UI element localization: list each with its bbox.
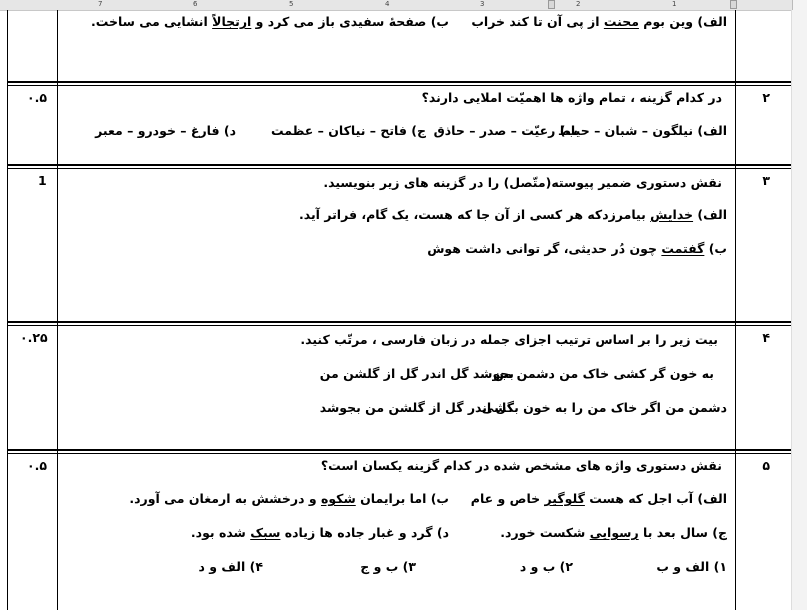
question-line: ب) صفحهٔ سفیدی باز می کرد و ارتجالاً انشایی می ساخت. [90,14,449,29]
question-number: ۲ [762,90,770,105]
ruler-number: 4 [385,0,390,8]
verse-hemistich: گل اندر گل از گلشن من بجوشد [319,400,514,415]
row-divider [7,321,792,323]
vertical-scrollbar[interactable] [791,10,807,610]
ruler-indent-marker[interactable] [548,0,555,9]
ruler-indent-marker[interactable] [730,0,737,9]
option-c: ج) سال بعد با رسوایی شکست خورد. [500,525,727,540]
question-line: الف) وین بوم محنت از پی آن تا کند خراب [471,14,727,29]
row-divider [7,164,792,166]
question-number: ۵ [762,458,770,473]
verse-hemistich: بجوشد گل اندر گل از گلشن من [319,366,514,381]
row-divider [7,168,792,169]
ruler-number: 5 [289,0,294,8]
choice-2: ۲) ب و د [519,559,573,574]
option-b: ب) رعیّت – صدر – حاذق [433,123,578,138]
ruler-number: 7 [98,0,103,8]
option-d: د) فارغ – خودرو – معبر [95,123,236,138]
question-score: ۰.۵ [27,90,48,105]
option-c: ج) فاتح – نیاکان – عظمت [270,123,426,138]
ruler-number: 6 [193,0,198,8]
option-b: ب) اما برایمان شکوه و درخشش به ارمغان می آورد. [129,491,449,506]
choice-3: ۳) ب و ج [360,559,416,574]
row-divider [7,449,792,451]
question-prompt: نقش دستوری واژه های مشخص شده در کدام گزینه یکسان است؟ [320,458,722,473]
question-line: الف) خدایش بیامرزدکه هر کسی از آن جا که هست، یک گام، فراتر آید. [299,207,727,222]
question-score: 1 [38,173,47,188]
tab-selector[interactable] [792,0,807,10]
row-divider [7,85,792,86]
ruler-number: 2 [576,0,581,8]
question-prompt: نقش دستوری ضمیر پیوسته(متّصل) را در گزینه های زیر بنویسید. [323,175,722,190]
row-divider [7,325,792,326]
table-border [735,10,736,610]
ruler [0,0,807,11]
ruler-number: 1 [672,0,677,8]
verse-hemistich: به خون گر کشی خاک من دشمن من [493,366,714,381]
table-border [7,10,8,610]
row-divider [7,81,792,83]
option-a: الف) آب اجل که هست گلوگیر خاص و عام [470,491,727,506]
verse-hemistich: دشمن من اگر خاک من را به خون بکشی [481,400,727,415]
ruler-number: 3 [480,0,485,8]
choice-1: ۱) الف و ب [656,559,727,574]
choice-4: ۴) الف و د [198,559,263,574]
question-number: ۳ [762,173,770,188]
option-d: د) گرد و غبار جاده ها زیاده سبک شده بود. [190,525,449,540]
question-number: ۴ [762,330,770,345]
question-line: ب) گفتمت چون دُر حدیثی، گر توانی داشت هوش [427,241,727,256]
option-a: الف) نیلگون – شبان – حیاط [557,123,727,138]
row-divider [7,453,792,454]
question-score: ۰.۵ [27,458,48,473]
table-border [57,10,58,610]
question-prompt: بیت زیر را بر اساس ترتیب اجزای جمله در زبان فارسی ، مرتّب کنید. [300,332,718,347]
question-prompt: در کدام گزینه ، تمام واژه ها اهمیّت املایی دارند؟ [421,90,722,105]
question-score: ۰.۲۵ [20,330,48,345]
